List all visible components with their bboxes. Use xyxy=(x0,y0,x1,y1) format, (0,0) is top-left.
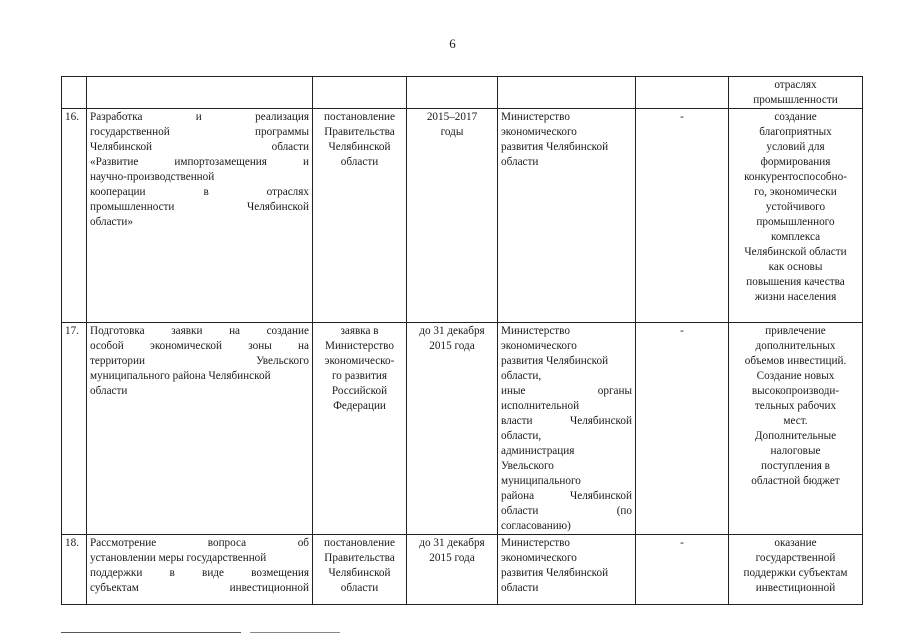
cell-word: программы xyxy=(255,126,309,138)
cell-word: Челябинской xyxy=(569,415,632,427)
cell-word: инвестиционной xyxy=(229,582,309,594)
cell-line: экономического xyxy=(501,126,577,138)
cell-line: объемов инвестиций. xyxy=(744,355,847,367)
cell-line: отраслях xyxy=(774,79,817,91)
cell-line: повышения качества xyxy=(746,276,845,288)
cell-word: района xyxy=(501,490,535,502)
table-row xyxy=(62,77,863,109)
cell-line xyxy=(90,566,309,581)
cell-line xyxy=(90,339,309,354)
funding-cell: - xyxy=(636,109,729,323)
document-type-cell xyxy=(313,535,407,605)
cell-line: устойчивого xyxy=(765,201,826,213)
cell-line: экономическо- xyxy=(324,355,395,367)
cell-word: территории xyxy=(90,355,145,367)
cell-line: дополнительных xyxy=(755,340,836,352)
row-number: 18. xyxy=(62,535,87,605)
cell-line: го, экономически xyxy=(754,186,837,198)
footer-rule xyxy=(61,632,241,633)
cell-line xyxy=(90,200,309,215)
cell-line: области xyxy=(340,582,379,594)
cell-line: муниципального xyxy=(501,475,581,487)
cell-line: Челябинской области xyxy=(744,246,847,258)
row-number: 16. xyxy=(62,109,87,323)
cell-word: Челябинской xyxy=(246,201,309,213)
cell-line: Челябинской xyxy=(328,567,391,579)
row-number xyxy=(62,77,87,109)
measure-name-cell xyxy=(87,77,313,109)
cell-line xyxy=(90,125,309,140)
cell-word: вопроса xyxy=(207,537,247,549)
deadline-cell xyxy=(407,535,498,605)
cell-word: экономической xyxy=(150,340,222,352)
cell-line: Дополнительные xyxy=(754,430,837,442)
cell-word: области xyxy=(271,141,309,153)
cell-line: до 31 декабря xyxy=(419,537,485,549)
cell-word: зоны xyxy=(248,340,272,352)
cell-line: высокопроизводи- xyxy=(751,385,840,397)
cell-line: мест. xyxy=(783,415,808,427)
cell-word: органы xyxy=(597,385,632,397)
expected-result-cell xyxy=(729,535,863,605)
cell-line: развития Челябинской xyxy=(501,355,609,367)
cell-line: налоговые xyxy=(770,445,821,457)
measure-name-cell xyxy=(87,323,313,535)
cell-line: научно-производственной xyxy=(90,171,215,183)
cell-line: годы xyxy=(440,126,464,138)
cell-word: субъектам xyxy=(90,582,139,594)
cell-word: (по xyxy=(616,505,632,517)
cell-line: Российской xyxy=(331,385,388,397)
cell-word: об xyxy=(297,537,309,549)
cell-word: области xyxy=(501,505,539,517)
footer-rule-short xyxy=(250,632,340,633)
cell-line: области xyxy=(501,582,539,594)
cell-line: исполнительной xyxy=(501,400,580,412)
cell-line: Федерации xyxy=(333,400,386,412)
cell-line: создание xyxy=(774,111,817,123)
cell-line: администрация xyxy=(501,445,575,457)
cell-word: Разработка xyxy=(90,111,143,123)
cell-line: жизни населения xyxy=(754,291,837,303)
cell-word: виде xyxy=(202,567,224,579)
executor-cell xyxy=(498,323,636,535)
deadline-cell xyxy=(407,77,498,109)
funding-cell: - xyxy=(636,535,729,605)
cell-line: условий для xyxy=(766,141,825,153)
cell-line: постановление xyxy=(323,537,396,549)
cell-line xyxy=(90,110,309,125)
cell-line: комплекса xyxy=(770,231,821,243)
cell-word: отраслях xyxy=(266,186,309,198)
cell-word: возмещения xyxy=(251,567,309,579)
cell-word: поддержки xyxy=(90,567,143,579)
cell-word: создание xyxy=(266,325,309,337)
executor-cell xyxy=(498,535,636,605)
cell-line: области xyxy=(90,385,128,397)
cell-word: и xyxy=(195,111,202,123)
cell-line: 2015 года xyxy=(429,552,475,564)
expected-result-cell xyxy=(729,109,863,323)
cell-line: области, xyxy=(501,370,542,382)
cell-word: Челябинской xyxy=(569,490,632,502)
cell-line: тельных рабочих xyxy=(754,400,837,412)
cell-line: конкурентоспособно- xyxy=(744,171,847,183)
cell-line: развития Челябинской xyxy=(501,567,609,579)
document-type-cell xyxy=(313,109,407,323)
table-row xyxy=(62,323,863,535)
cell-line: развития Челябинской xyxy=(501,141,609,153)
cell-line: областной бюджет xyxy=(751,475,840,487)
cell-line: государственной xyxy=(755,552,836,564)
cell-word: промышленности xyxy=(90,201,175,213)
cell-word: кооперации xyxy=(90,186,146,198)
executor-cell xyxy=(498,77,636,109)
cell-word: реализация xyxy=(255,111,309,123)
cell-line: области xyxy=(340,156,379,168)
cell-word: в xyxy=(169,567,175,579)
page-number: 6 xyxy=(449,36,456,51)
funding-cell xyxy=(636,77,729,109)
cell-line: благоприятных xyxy=(759,126,832,138)
cell-line: Правительства xyxy=(324,552,395,564)
cell-word: на xyxy=(298,340,309,352)
cell-line: Министерство xyxy=(501,111,570,123)
cell-line xyxy=(90,155,309,170)
document-type-cell xyxy=(313,77,407,109)
cell-line: Увельского xyxy=(501,460,554,472)
funding-cell: - xyxy=(636,323,729,535)
cell-line: промышленного xyxy=(756,216,835,228)
cell-line: промышленности xyxy=(753,94,838,106)
cell-line: Министерство xyxy=(501,325,570,337)
cell-line: согласованию) xyxy=(501,520,571,532)
cell-word: Подготовка xyxy=(90,325,145,337)
table-body xyxy=(62,77,863,605)
cell-word: в xyxy=(203,186,209,198)
cell-word: Челябинской xyxy=(90,141,153,153)
table-row xyxy=(62,535,863,605)
measure-name-cell xyxy=(87,109,313,323)
cell-line: 2015 года xyxy=(429,340,475,352)
cell-line xyxy=(90,354,309,369)
cell-line: оказание xyxy=(774,537,817,549)
cell-word: власти xyxy=(501,415,533,427)
cell-line xyxy=(90,185,309,200)
cell-line: заявка в xyxy=(340,325,379,337)
deadline-cell xyxy=(407,323,498,535)
document-type-cell xyxy=(313,323,407,535)
cell-line: экономического xyxy=(501,552,577,564)
cell-line xyxy=(90,140,309,155)
cell-line xyxy=(501,414,632,429)
cell-line: постановление xyxy=(323,111,396,123)
cell-word: иные xyxy=(501,385,526,397)
deadline-cell xyxy=(407,109,498,323)
measure-name-cell xyxy=(87,535,313,605)
cell-word: государственной xyxy=(90,126,170,138)
cell-line xyxy=(90,324,309,339)
cell-line: установлении меры государственной xyxy=(90,552,267,564)
cell-line: Создание новых xyxy=(756,370,835,382)
cell-line: как основы xyxy=(768,261,823,273)
cell-word: и xyxy=(303,156,309,168)
cell-line: до 31 декабря xyxy=(419,325,485,337)
cell-line xyxy=(501,504,632,519)
cell-line xyxy=(90,581,309,596)
cell-line: инвестиционной xyxy=(755,582,836,594)
cell-line: формирования xyxy=(760,156,831,168)
cell-line: экономического xyxy=(501,340,577,352)
cell-word: на xyxy=(229,325,241,337)
cell-line: поддержки субъектам xyxy=(743,567,848,579)
cell-line: муниципального района Челябинской xyxy=(90,370,271,382)
cell-line: Челябинской xyxy=(328,141,391,153)
cell-line: привлечение xyxy=(765,325,826,337)
cell-line: Министерство xyxy=(501,537,570,549)
row-number: 17. xyxy=(62,323,87,535)
cell-word: «Развитие xyxy=(90,156,139,168)
cell-line: области, xyxy=(501,430,542,442)
cell-line xyxy=(501,384,632,399)
cell-line: поступления в xyxy=(761,460,830,472)
cell-line: области» xyxy=(90,216,133,228)
cell-word: особой xyxy=(90,340,124,352)
cell-word: заявки xyxy=(171,325,203,337)
cell-line: 2015–2017 xyxy=(426,111,478,123)
cell-line xyxy=(501,489,632,504)
cell-word: импортозамещения xyxy=(174,156,267,168)
cell-line: Министерство xyxy=(325,340,394,352)
expected-result-cell xyxy=(729,323,863,535)
table-row xyxy=(62,109,863,323)
cell-word: Увельского xyxy=(256,355,309,367)
cell-line xyxy=(90,536,309,551)
cell-line: го развития xyxy=(332,370,387,382)
cell-word: Рассмотрение xyxy=(90,537,157,549)
cell-line: области xyxy=(501,156,539,168)
measures-table xyxy=(61,76,863,605)
executor-cell xyxy=(498,109,636,323)
cell-line: Правительства xyxy=(324,126,395,138)
expected-result-cell xyxy=(729,77,863,109)
